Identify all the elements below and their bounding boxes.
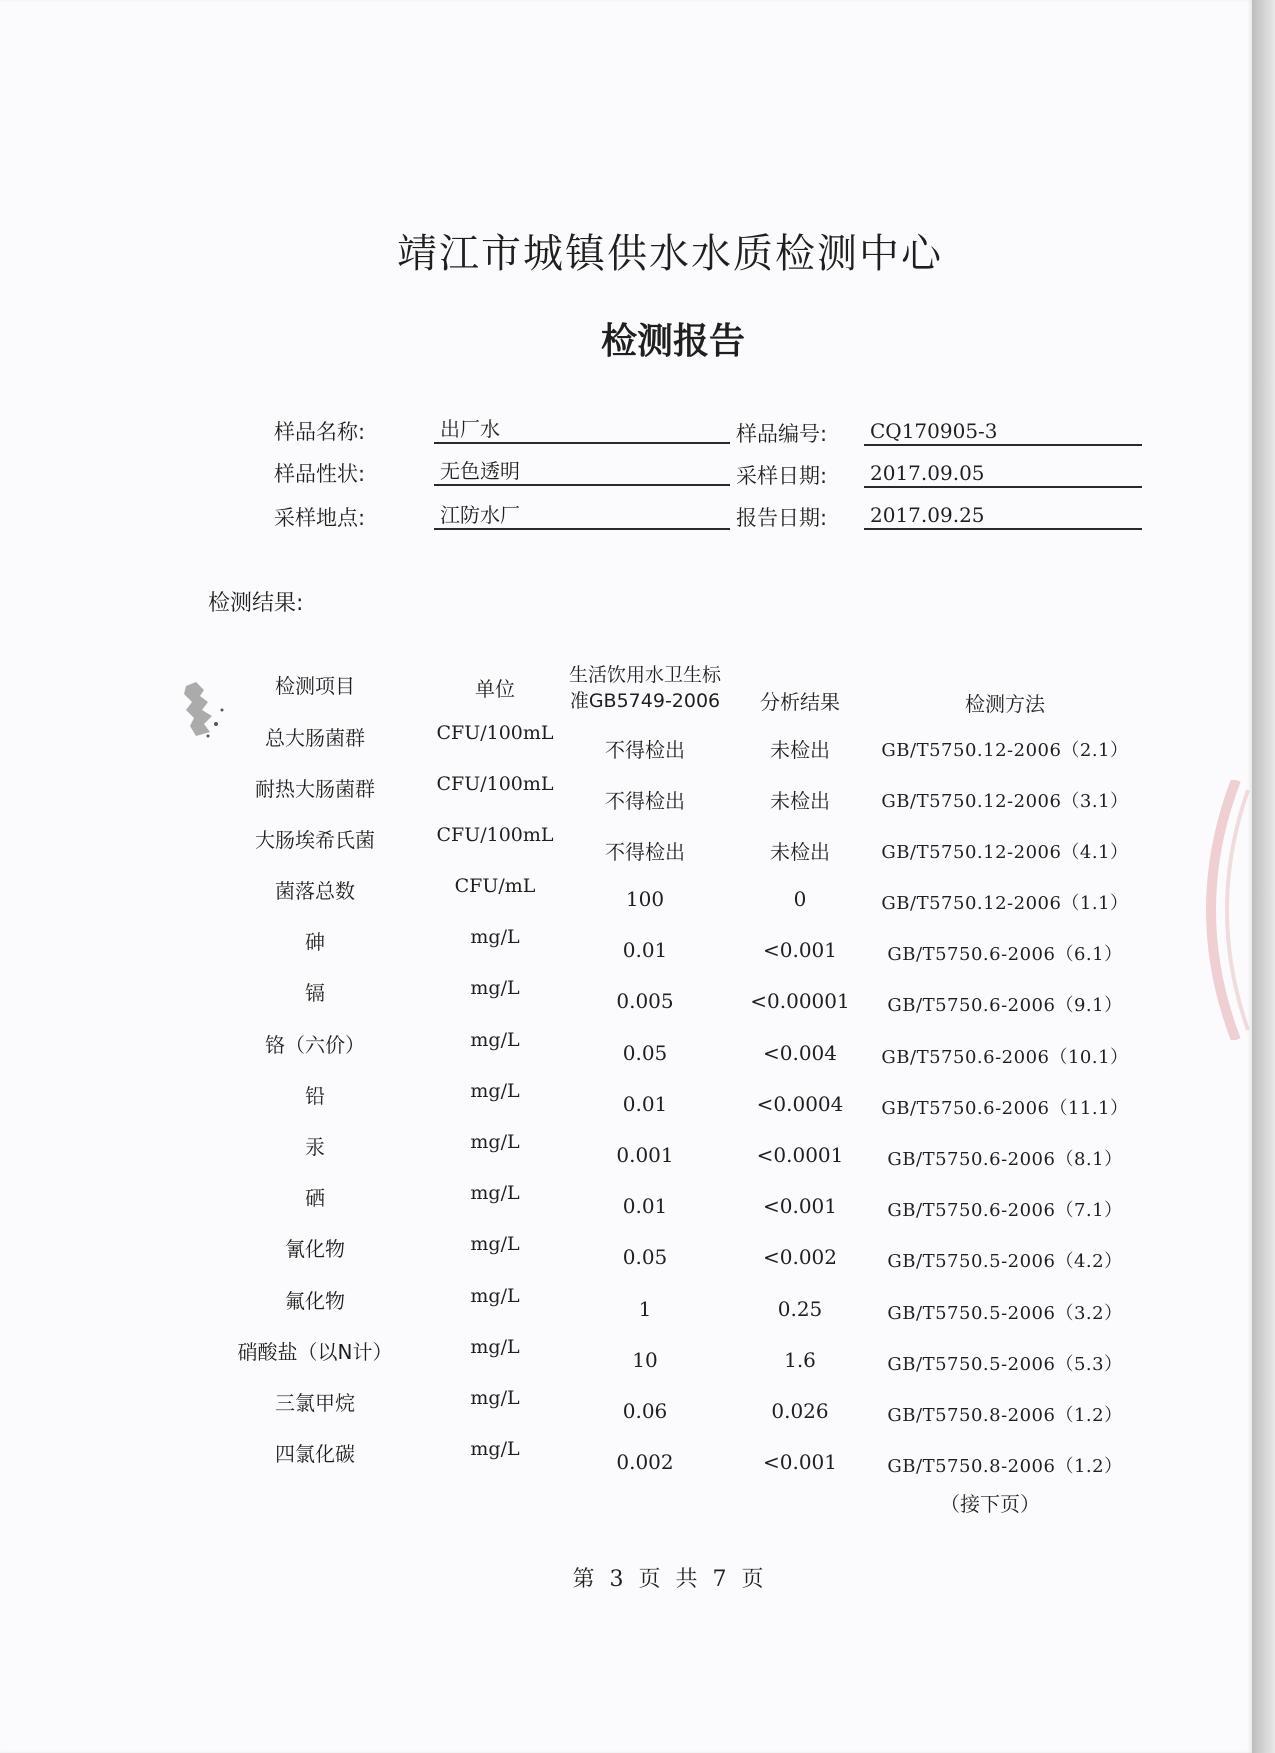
header-item: 检测项目 <box>275 674 355 698</box>
row-unit: mg/L <box>470 1182 520 1204</box>
row-unit: CFU/100mL <box>436 773 554 795</box>
sample-appearance-value: 无色透明 <box>434 458 730 486</box>
row-standard: 100 <box>625 887 665 911</box>
table-row <box>0 773 1252 823</box>
row-result: 0 <box>793 887 807 911</box>
sampling-location-label: 采样地点: <box>274 506 366 530</box>
row-unit: mg/L <box>470 1285 520 1307</box>
row-method: GB/T5750.6-2006（10.1） <box>881 1047 1129 1068</box>
row-method: GB/T5750.5-2006（3.2） <box>887 1303 1123 1324</box>
table-row <box>0 1233 1252 1283</box>
row-unit: mg/L <box>470 1387 520 1409</box>
row-result: <0.001 <box>762 1450 837 1474</box>
row-item: 硒 <box>305 1186 325 1210</box>
header-result: 分析结果 <box>760 690 840 714</box>
row-item: 四氯化碳 <box>275 1442 355 1466</box>
report-date-label: 报告日期: <box>736 506 828 530</box>
sample-name-value: 出厂水 <box>434 416 730 444</box>
row-method: GB/T5750.12-2006（3.1） <box>881 791 1129 812</box>
row-method: GB/T5750.6-2006（11.1） <box>881 1098 1129 1119</box>
row-result: <0.00001 <box>750 989 850 1013</box>
table-row <box>0 1438 1252 1488</box>
row-item: 镉 <box>305 981 325 1005</box>
row-item: 耐热大肠菌群 <box>255 777 375 801</box>
row-unit: mg/L <box>470 926 520 948</box>
table-row <box>0 977 1252 1027</box>
row-standard: 0.01 <box>622 938 668 962</box>
row-standard: 不得检出 <box>605 789 685 813</box>
row-method: GB/T5750.6-2006（7.1） <box>887 1200 1123 1221</box>
row-unit: CFU/100mL <box>436 722 554 744</box>
row-method: GB/T5750.6-2006（6.1） <box>887 944 1123 965</box>
report-date-value: 2017.09.25 <box>864 502 1142 530</box>
row-method: GB/T5750.12-2006（1.1） <box>881 893 1129 914</box>
row-standard: 0.001 <box>616 1143 674 1167</box>
row-item: 铬（六价） <box>265 1033 365 1057</box>
sampling-date-label: 采样日期: <box>736 464 828 488</box>
row-item: 大肠埃希氏菌 <box>255 828 375 852</box>
table-row <box>0 1080 1252 1130</box>
row-standard: 1 <box>638 1297 652 1321</box>
table-row <box>0 824 1252 874</box>
red-stamp-fragment <box>1196 780 1256 1040</box>
row-result: 0.026 <box>771 1399 829 1423</box>
row-unit: CFU/100mL <box>436 824 554 846</box>
organization-title: 靖江市城镇供水水质检测中心 <box>397 231 943 277</box>
row-item: 汞 <box>305 1135 325 1159</box>
row-standard: 0.01 <box>622 1092 668 1116</box>
header-method: 检测方法 <box>965 692 1045 716</box>
row-method: GB/T5750.8-2006（1.2） <box>887 1456 1123 1477</box>
row-unit: CFU/mL <box>454 875 536 897</box>
table-row <box>0 1131 1252 1181</box>
row-standard: 10 <box>632 1348 658 1372</box>
row-result: 未检出 <box>770 738 830 762</box>
table-row <box>0 1285 1252 1335</box>
row-item: 菌落总数 <box>275 879 355 903</box>
table-row <box>0 1387 1252 1437</box>
row-result: <0.0004 <box>756 1092 844 1116</box>
row-standard: 不得检出 <box>605 738 685 762</box>
sample-number-value: CQ170905-3 <box>864 418 1142 446</box>
row-unit: mg/L <box>470 1080 520 1102</box>
results-section-label: 检测结果: <box>208 591 304 616</box>
row-item: 铅 <box>305 1084 325 1108</box>
row-standard: 0.06 <box>622 1399 668 1423</box>
row-result: <0.0001 <box>756 1143 844 1167</box>
row-standard: 0.005 <box>616 989 674 1013</box>
row-method: GB/T5750.6-2006（9.1） <box>887 995 1123 1016</box>
row-result: <0.002 <box>762 1245 837 1269</box>
table-row <box>0 1029 1252 1079</box>
sampling-date-value: 2017.09.05 <box>864 460 1142 488</box>
table-row <box>0 875 1252 925</box>
row-unit: mg/L <box>470 1131 520 1153</box>
row-item: 硝酸盐（以N计） <box>237 1340 393 1364</box>
row-result: 未检出 <box>770 840 830 864</box>
sampling-location-value: 江防水厂 <box>434 502 730 530</box>
continue-note: （接下页） <box>940 1492 1040 1516</box>
ink-smudge <box>182 680 230 740</box>
table-row <box>0 1336 1252 1386</box>
row-unit: mg/L <box>470 1233 520 1255</box>
header-unit: 单位 <box>475 677 515 701</box>
row-standard: 0.05 <box>622 1041 668 1065</box>
row-unit: mg/L <box>470 977 520 999</box>
row-method: GB/T5750.6-2006（8.1） <box>887 1149 1123 1170</box>
row-standard: 0.002 <box>616 1450 674 1474</box>
row-standard: 0.05 <box>622 1245 668 1269</box>
header-standard-line2: 准GB5749-2006 <box>569 690 721 712</box>
row-result: <0.004 <box>762 1041 837 1065</box>
row-result: 0.25 <box>777 1297 823 1321</box>
row-method: GB/T5750.5-2006（5.3） <box>887 1354 1123 1375</box>
table-row <box>0 1182 1252 1232</box>
row-unit: mg/L <box>470 1029 520 1051</box>
row-item: 氟化物 <box>285 1289 345 1313</box>
page-indicator: 第 3 页 共 7 页 <box>572 1567 768 1592</box>
sample-name-label: 样品名称: <box>274 420 366 444</box>
row-item: 氰化物 <box>285 1237 345 1261</box>
row-unit: mg/L <box>470 1336 520 1358</box>
scan-edge <box>1252 0 1275 1753</box>
row-standard: 0.01 <box>622 1194 668 1218</box>
row-result: 1.6 <box>784 1348 816 1372</box>
header-standard-line1: 生活饮用水卫生标 <box>568 664 721 686</box>
row-item: 砷 <box>305 930 325 954</box>
row-item: 总大肠菌群 <box>265 726 365 750</box>
row-method: GB/T5750.12-2006（2.1） <box>881 740 1129 761</box>
row-method: GB/T5750.8-2006（1.2） <box>887 1405 1123 1426</box>
sample-appearance-label: 样品性状: <box>274 462 366 486</box>
report-title: 检测报告 <box>600 321 745 362</box>
row-result: <0.001 <box>762 1194 837 1218</box>
header-standard <box>550 662 740 714</box>
row-result: 未检出 <box>770 789 830 813</box>
table-row <box>0 926 1252 976</box>
row-result: <0.001 <box>762 938 837 962</box>
row-method: GB/T5750.12-2006（4.1） <box>881 842 1129 863</box>
row-item: 三氯甲烷 <box>275 1391 355 1415</box>
row-unit: mg/L <box>470 1438 520 1460</box>
sample-number-label: 样品编号: <box>736 422 828 446</box>
row-method: GB/T5750.5-2006（4.2） <box>887 1251 1123 1272</box>
row-standard: 不得检出 <box>605 840 685 864</box>
